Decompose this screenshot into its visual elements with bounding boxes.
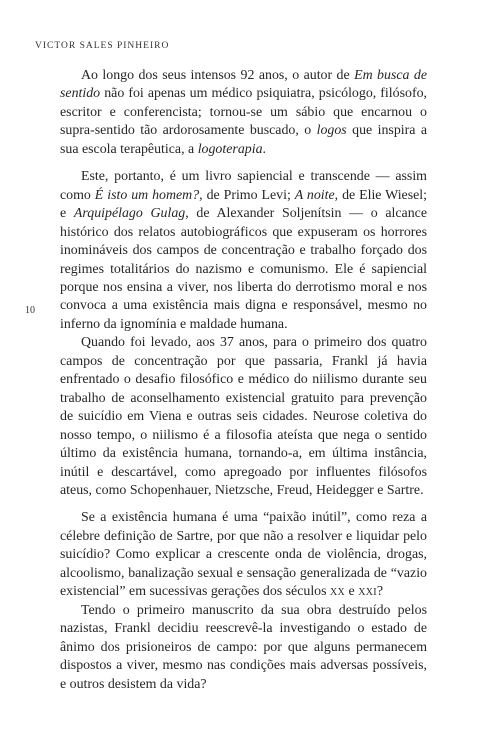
text-run: Este, portanto, é um livro sapiencial e transcende — assim como — [60, 169, 427, 203]
paragraph — [60, 602, 427, 694]
text-run: Quando foi levado, aos 37 anos, para o primeiro dos quatro campos de concentração por que passaria, Frankl já havia enfrentado o desafio filosófico e médico do niilismo durante seu trabalho de aconselhamento existencial gratuito para prevenção de suicídio em Viena e outras seis cidades. Neurose coletiva do nosso tempo, o niilismo é a filosofia ateísta que nega o sentido último da existência humana, tornando-a, em última instância, inútil e descartável, como apregoado por influentes filósofos ateus, como Schopenhauer, Nietzsche, Freud, Heidegger e Sartre. — [60, 335, 427, 498]
text-run: , de Primo Levi; — [199, 187, 295, 203]
italic-text: logoterapia — [197, 141, 263, 157]
small-caps-text: xxi — [358, 584, 377, 600]
paragraph — [60, 509, 427, 601]
text-run: ? — [376, 584, 384, 600]
running-head: VICTOR SALES PINHEIRO — [35, 41, 170, 51]
italic-text: Arquipélago Gulag — [73, 206, 186, 222]
italic-text: logos — [316, 123, 347, 139]
page-number: 10 — [25, 305, 35, 316]
text-run: , de Alexander Soljenítsin — o alcance histórico dos relatos autobiográficos que expuseram os horrores inomináveis dos campos de concentração e trabalho forçado dos regimes totalitários do nazismo e comunismo. Ele é sapiencial porque nos ensina a viver, nos liberta do derrotismo moral e nos convoca a uma existência mais digna e responsável, mesmo no inferno da ignomínia e maldade humana. — [60, 206, 427, 332]
text-run: . — [262, 141, 266, 157]
text-run: e — [345, 584, 359, 600]
text-run: Tendo o primeiro manuscrito da sua obra destruído pelos nazistas, Frankl decidiu reescrevê-la investigando o estado de ânimo dos prisioneiros de campo: por que alguns permanecem dispostos a viver, mesmo nas condições mais adversas possíveis, e outros desistem da vida? — [60, 602, 427, 692]
paragraph — [60, 168, 427, 334]
text-run: não foi apenas um médico psiquiatra, psicólogo, filósofo, escritor e conferencista; tornou-se um sábio que encarnou o supra-sentido tão ardorosamente buscado, o — [60, 86, 427, 139]
text-run: Ao longo dos seus intensos 92 anos, o autor de — [81, 68, 355, 83]
italic-text: É isto um homem? — [94, 187, 200, 203]
italic-text: Em busca de sentido — [60, 68, 428, 102]
body-text — [60, 67, 427, 694]
text-run: que inspira a sua escola terapêutica, a — [60, 123, 427, 157]
paragraph — [60, 334, 427, 500]
text-run: , de Elie Wiesel; e — [60, 187, 428, 222]
small-caps-text: xx — [330, 584, 346, 600]
paragraph — [60, 67, 427, 159]
italic-text: A noite — [294, 187, 335, 203]
text-run: Se a existência humana é uma “paixão inútil”, como reza a célebre definição de Sartre, por que não a resolver e liquidar pelo suicídio? Como explicar a crescente onda de violência, drogas, alcoolismo, banalização sexual e sensação generalizada de “vazio existencial” em sucessivas gerações dos séculos — [60, 510, 427, 600]
